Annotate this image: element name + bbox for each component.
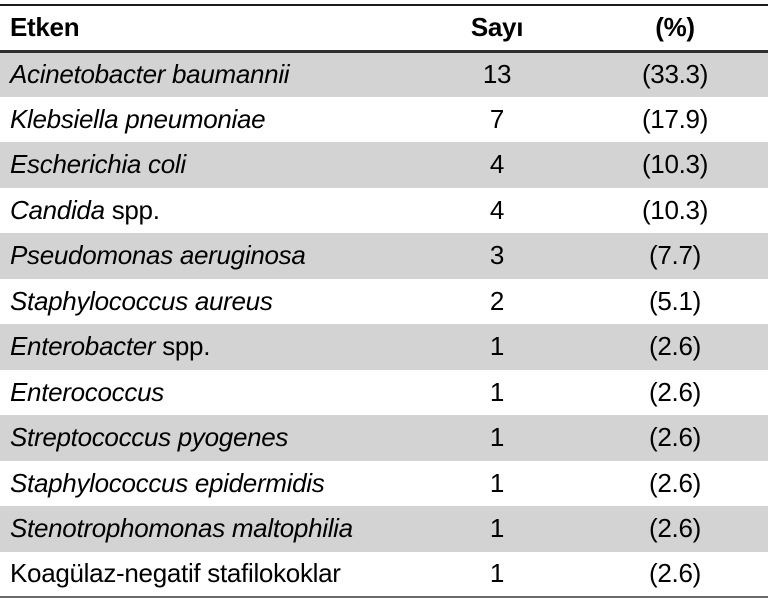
pathogen-cell bbox=[0, 506, 412, 552]
count-value: 2 bbox=[489, 285, 505, 316]
table-row bbox=[0, 279, 768, 325]
column-header-sayi: Sayı bbox=[470, 12, 524, 43]
table-row bbox=[0, 415, 768, 461]
count-value: 1 bbox=[489, 513, 505, 544]
table-row bbox=[0, 233, 768, 279]
pathogen-cell bbox=[0, 552, 412, 598]
percent-value: (2.6) bbox=[649, 513, 701, 544]
count-value: 1 bbox=[489, 331, 505, 362]
pathogen-cell bbox=[0, 142, 412, 188]
percent-value: (10.3) bbox=[641, 149, 709, 180]
pathogen-cell bbox=[0, 415, 412, 461]
count-value: 3 bbox=[489, 240, 505, 271]
pathogen-cell bbox=[0, 324, 412, 370]
percent-value: (17.9) bbox=[641, 103, 709, 134]
pathogen-cell bbox=[0, 370, 412, 416]
pathogen-name: Koagülaz-negatif stafilokoklar bbox=[10, 558, 341, 589]
pathogen-cell bbox=[0, 461, 412, 507]
column-header-percent: (%) bbox=[655, 12, 695, 43]
count-value: 1 bbox=[489, 467, 505, 498]
pathogen-name: Stenotrophomonas maltophilia bbox=[10, 513, 353, 544]
pathogen-cell bbox=[0, 51, 412, 97]
pathogen-name: Acinetobacter baumannii bbox=[10, 59, 290, 89]
pathogen-name: Enterococcus bbox=[10, 376, 164, 407]
column-header-etken: Etken bbox=[10, 12, 80, 43]
percent-value: (5.1) bbox=[649, 285, 701, 316]
pathogen-cell bbox=[0, 97, 412, 143]
header-row bbox=[0, 5, 768, 51]
count-value: 1 bbox=[489, 422, 505, 453]
percent-value: (2.6) bbox=[649, 422, 701, 453]
table-row bbox=[0, 51, 768, 97]
percent-value: (2.6) bbox=[649, 558, 701, 589]
percent-value: (10.3) bbox=[641, 194, 709, 225]
count-value: 1 bbox=[489, 558, 505, 589]
percent-value: (2.6) bbox=[649, 376, 701, 407]
pathogen-name: Staphylococcus epidermidis bbox=[10, 467, 325, 498]
percent-value: (2.6) bbox=[649, 331, 701, 362]
percent-value: (2.6) bbox=[649, 467, 701, 498]
pathogen-name: Enterobacter bbox=[10, 331, 156, 362]
pathogen-name: Pseudomonas aeruginosa bbox=[10, 240, 306, 271]
pathogen-cell bbox=[0, 279, 412, 325]
count-value: 1 bbox=[489, 376, 505, 407]
percent-value: (33.3) bbox=[641, 59, 709, 89]
percent-value: (7.7) bbox=[649, 240, 701, 271]
table-row bbox=[0, 461, 768, 507]
table-row bbox=[0, 188, 768, 234]
pathogen-table bbox=[0, 4, 768, 598]
count-value: 7 bbox=[489, 103, 505, 134]
table-row bbox=[0, 324, 768, 370]
pathogen-name: Staphylococcus aureus bbox=[10, 285, 273, 316]
pathogen-name: Candida bbox=[10, 194, 105, 225]
pathogen-cell bbox=[0, 188, 412, 234]
pathogen-name: Streptococcus pyogenes bbox=[10, 422, 289, 453]
count-value: 4 bbox=[489, 149, 505, 180]
table-row bbox=[0, 97, 768, 143]
table-row bbox=[0, 370, 768, 416]
pathogen-suffix: spp. bbox=[104, 194, 160, 225]
count-value: 4 bbox=[489, 194, 505, 225]
count-value: 13 bbox=[482, 59, 512, 89]
pathogen-suffix: spp. bbox=[155, 331, 211, 362]
table-row bbox=[0, 552, 768, 598]
table-row bbox=[0, 506, 768, 552]
table-row bbox=[0, 142, 768, 188]
pathogen-name: Klebsiella pneumoniae bbox=[10, 103, 266, 134]
pathogen-cell bbox=[0, 233, 412, 279]
pathogen-name: Escherichia coli bbox=[10, 149, 186, 180]
pathogen-table-grid bbox=[0, 4, 768, 598]
